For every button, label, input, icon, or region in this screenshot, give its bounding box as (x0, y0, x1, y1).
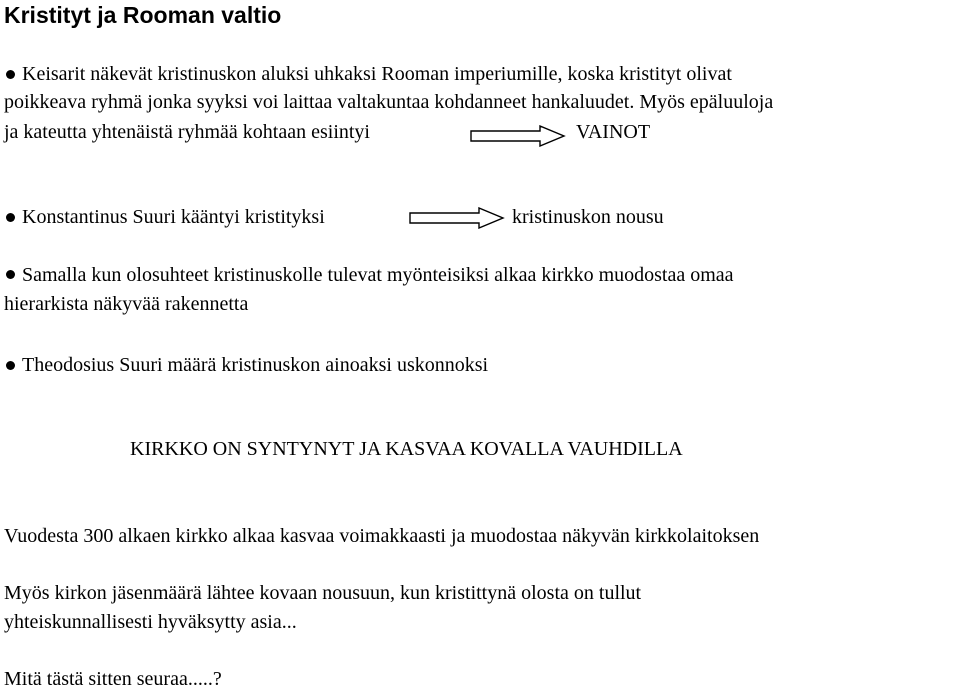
headline: KIRKKO ON SYNTYNYT JA KASVAA KOVALLA VAUHDILLA (130, 438, 683, 460)
bullet-3-line-1: Samalla kun olosuhteet kristinuskolle tulevat myönteisiksi alkaa kirkko muodostaa omaa (22, 264, 734, 286)
paragraph-3-line-1: Mitä tästä sitten seuraa.....? (4, 668, 222, 690)
bullet-dot (6, 213, 15, 222)
bullet-dot (6, 270, 15, 279)
bullet-4-line-1: Theodosius Suuri määrä kristinuskon ainoaksi uskonnoksi (22, 354, 489, 376)
bullet-3-line-2: hierarkista näkyvää rakennetta (4, 293, 249, 315)
arrow-target-nousu: kristinuskon nousu (512, 206, 664, 228)
paragraph-2-line-1: Myös kirkon jäsenmäärä lähtee kovaan nousuun, kun kristittynä olosta on tullut (4, 582, 642, 604)
bullet-1-line-2: poikkeava ryhmä jonka syyksi voi laittaa valtakuntaa kohdanneet hankaluudet. Myös epäluuloja (4, 91, 774, 113)
bullet-2-line-1: Konstantinus Suuri kääntyi kristityksi (22, 206, 325, 228)
arrow-target-vainot: VAINOT (576, 121, 651, 143)
bullet-1-line-1: Keisarit näkevät kristinuskon aluksi uhkaksi Rooman imperiumille, koska kristityt olivat (22, 63, 732, 85)
paragraph-1-line-1: Vuodesta 300 alkaen kirkko alkaa kasvaa voimakkaasti ja muodostaa näkyvän kirkkolaitoksen (4, 525, 760, 547)
bullet-dot (6, 361, 15, 370)
bullet-1-line-3: ja kateutta yhtenäistä ryhmää kohtaan esiintyi (4, 121, 370, 143)
right-arrow-icon (409, 207, 505, 229)
paragraph-2-line-2: yhteiskunnallisesti hyväksytty asia... (4, 611, 297, 633)
bullet-dot (6, 70, 15, 79)
right-arrow-icon (470, 125, 566, 147)
page-title: Kristityt ja Rooman valtio (4, 2, 282, 28)
